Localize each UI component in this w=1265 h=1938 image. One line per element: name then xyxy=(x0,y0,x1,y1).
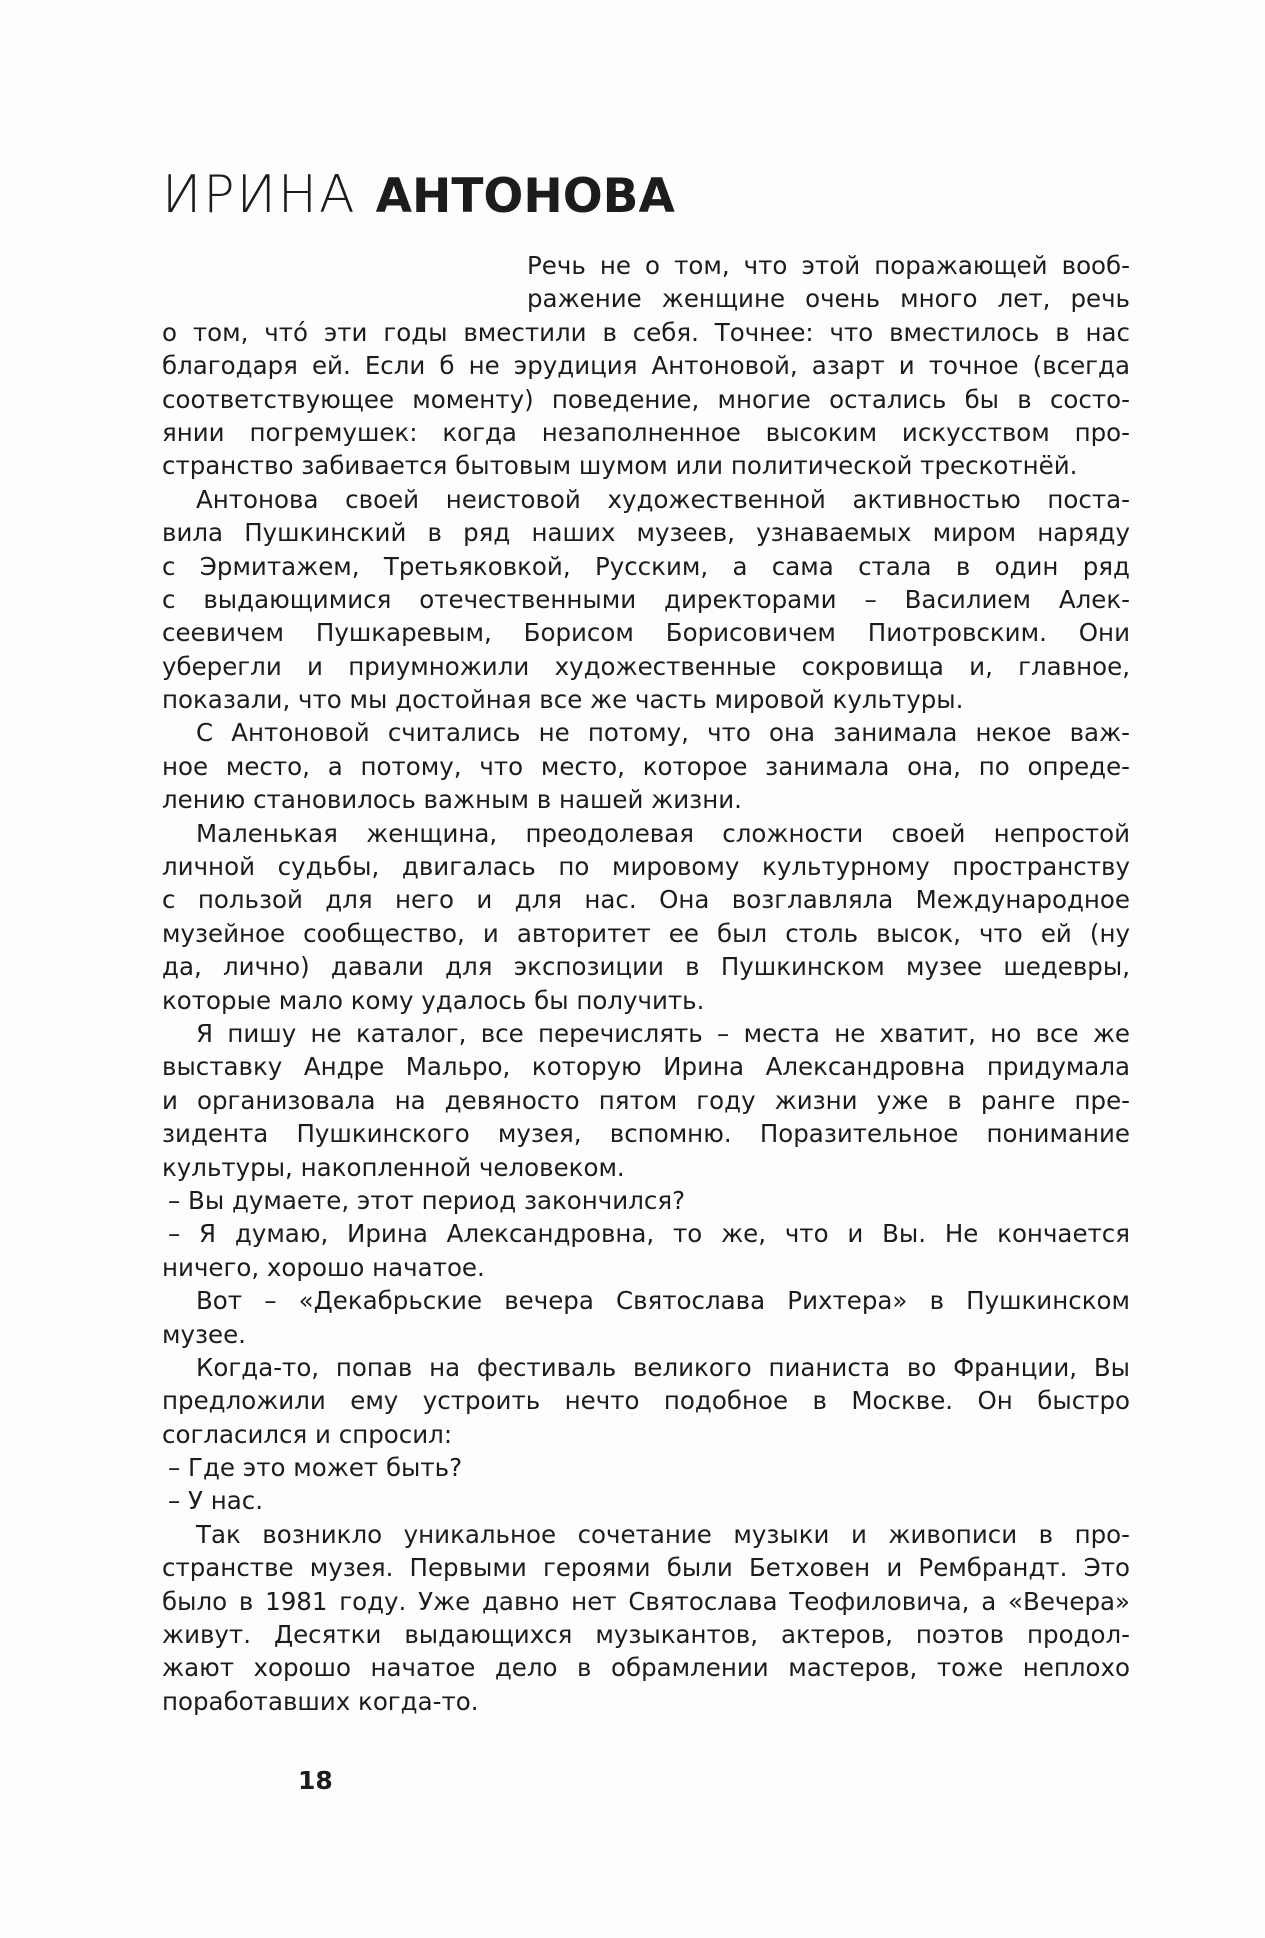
text-line: с Эрмитажем, Третьяковкой, Русским, а сама стала в один ряд xyxy=(162,551,1130,581)
text-line: Антонова своей неистовой художественной активностью поста- xyxy=(196,484,1130,514)
text-line: выставку Андре Мальро, которую Ирина Александровна придумала xyxy=(162,1052,1130,1082)
text-line: зидента Пушкинского музея, вспомню. Поразительное понимание xyxy=(162,1119,1130,1149)
text-line: уберегли и приумножили художественные сокровища и, главное, xyxy=(162,651,1130,681)
text-line: странстве музея. Первыми героями были Бетховен и Рембрандт. Это xyxy=(162,1553,1130,1583)
text-line: благодаря ей. Если б не эрудиция Антоновой, азарт и точное (всегда xyxy=(162,351,1130,381)
text-line: о том, чтó эти годы вместили в себя. Точнее: что вместилось в нас xyxy=(162,317,1130,347)
text-line: Речь не о том, что этой поражающей вооб- xyxy=(527,251,1130,280)
text-line: вила Пушкинский в ряд наших музеев, узнаваемых миром наряду xyxy=(162,518,1130,548)
text-line: Когда-то, попав на фестиваль великого пианиста во Франции, Вы xyxy=(196,1352,1130,1382)
dialogue-line: – Вы думаете, этот период закончился? xyxy=(168,1185,686,1215)
text-line: да, лично) давали для экспозиции в Пушкинском музее шедевры, xyxy=(162,952,1130,982)
heading-first-name: ИРИНА xyxy=(162,165,357,225)
dialogue-line: – У нас. xyxy=(168,1486,264,1516)
text-line: С Антоновой считались не потому, что она занимала некое важ- xyxy=(196,718,1130,748)
text-line: ное место, а потому, что место, которое занимала она, по опреде- xyxy=(162,751,1130,781)
page-number: 18 xyxy=(298,1766,333,1795)
text-line: странство забивается бытовым шумом или политической трескотнёй. xyxy=(162,451,1078,481)
text-line: личной судьбы, двигалась по мировому культурному пространству xyxy=(162,852,1130,882)
text-line: согласился и спросил: xyxy=(162,1419,453,1449)
text-line: предложили ему устроить нечто подобное в Москве. Он быстро xyxy=(162,1386,1130,1416)
text-line: было в 1981 году. Уже давно нет Святослава Теофиловича, а «Вечера» xyxy=(162,1586,1130,1616)
text-line: и организовала на девяносто пятом году жизни уже в ранге пре- xyxy=(162,1085,1130,1115)
text-line: ничего, хорошо начатое. xyxy=(162,1252,485,1282)
text-line: с пользой для него и для нас. Она возглавляла Международное xyxy=(162,885,1130,915)
text-line: культуры, накопленной человеком. xyxy=(162,1152,625,1182)
text-line: которые мало кому удалось бы получить. xyxy=(162,985,705,1015)
text-line: показали, что мы достойная все же часть мировой культуры. xyxy=(162,685,964,715)
text-line: поработавших когда-то. xyxy=(162,1686,479,1716)
text-line: соответствующее моменту) поведение, многие остались бы в состо- xyxy=(162,384,1130,414)
text-line: ражение женщине очень много лет, речь xyxy=(527,284,1130,314)
text-line: Маленькая женщина, преодолевая сложности своей непростой xyxy=(196,818,1130,848)
text-line: Так возникло уникальное сочетание музыки и живописи в про- xyxy=(196,1519,1130,1549)
text-line: музейное сообщество, и авторитет ее был столь высок, что ей (ну xyxy=(162,918,1130,948)
text-line: Я пишу не каталог, все перечислять – места не хватит, но все же xyxy=(196,1018,1130,1048)
chapter-heading xyxy=(162,165,675,227)
dialogue-line: – Я думаю, Ирина Александровна, то же, что и Вы. Не кончается xyxy=(168,1219,1130,1249)
text-line: сеевичем Пушкаревым, Борисом Борисовичем Пиотровским. Они xyxy=(162,618,1130,648)
text-line: Вот – «Декабрьские вечера Святослава Рихтера» в Пушкинском xyxy=(196,1286,1130,1316)
text-line: жают хорошо начатое дело в обрамлении мастеров, тоже неплохо xyxy=(162,1653,1130,1683)
body-text xyxy=(162,249,1130,1718)
text-line: с выдающимися отечественными директорами – Василием Алек- xyxy=(162,584,1130,614)
dialogue-line: – Где это может быть? xyxy=(168,1453,463,1483)
text-line: янии погремушек: когда незаполненное высоким искусством про- xyxy=(162,417,1130,447)
text-line: лению становилось важным в нашей жизни. xyxy=(162,785,742,815)
text-line: живут. Десятки выдающихся музыкантов, актеров, поэтов продол- xyxy=(162,1620,1130,1650)
text-line: музее. xyxy=(162,1319,246,1349)
heading-last-name: АНТОНОВА xyxy=(375,169,675,224)
